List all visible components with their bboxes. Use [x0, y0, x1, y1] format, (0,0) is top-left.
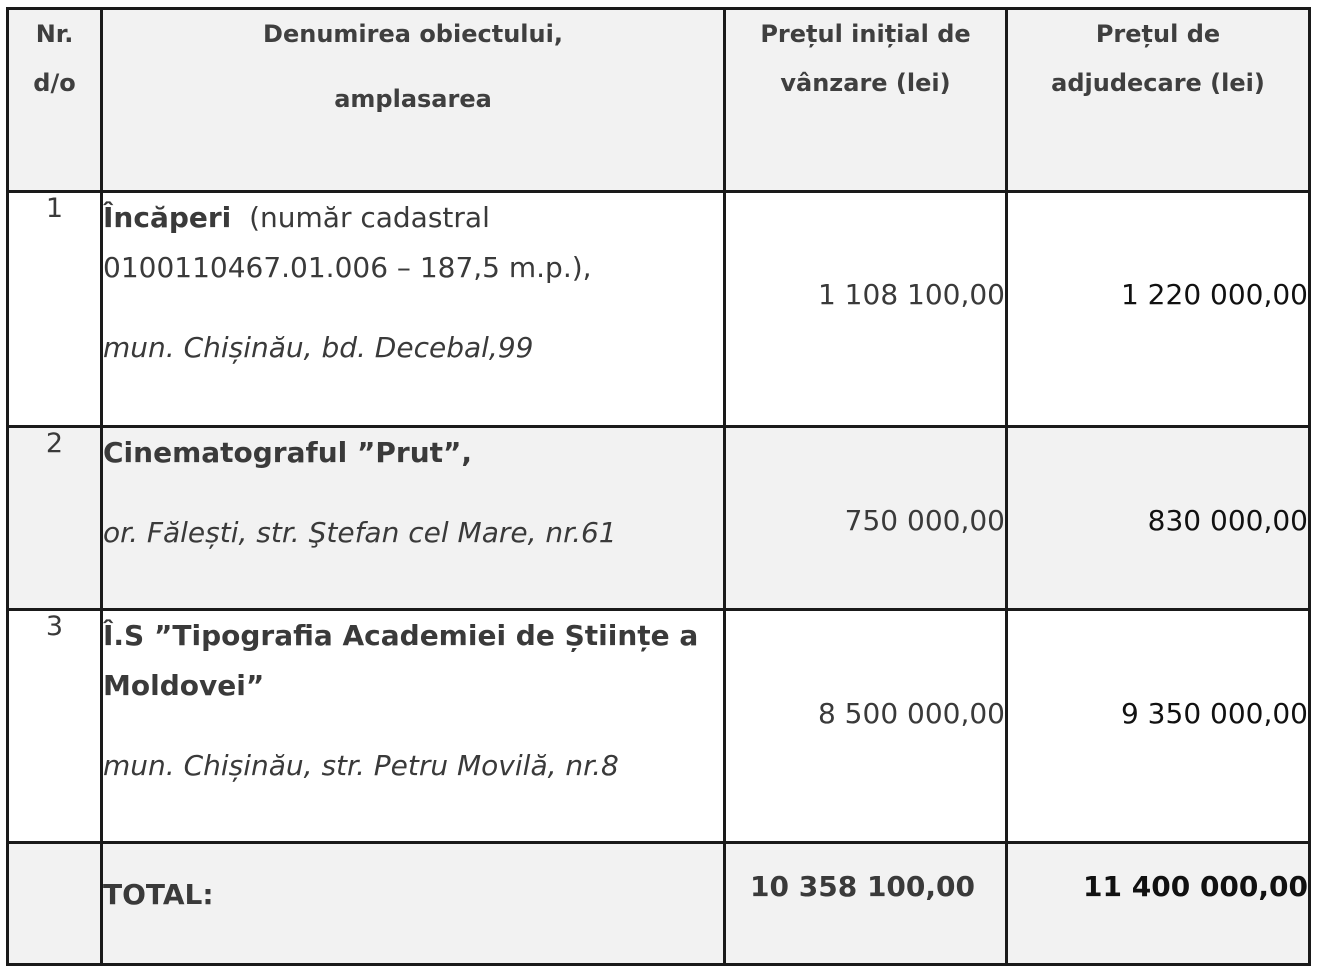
- header-initial-price: [725, 9, 1007, 192]
- row-object-name: [102, 610, 725, 843]
- header-adjudication-price: [1007, 9, 1310, 192]
- header-adjudication-line2: adjudecare (lei): [1051, 69, 1265, 97]
- table-row: [8, 427, 1310, 610]
- row-nr: 3: [8, 610, 102, 843]
- table-row: [8, 192, 1310, 427]
- row-adjudication-price: 1 220 000,00: [1007, 192, 1310, 427]
- row-object-details: (număr cadastral 0100110467.01.006 – 187,5 m.p.),: [103, 201, 592, 284]
- row-adjudication-price: 9 350 000,00: [1007, 610, 1310, 843]
- header-adjudication-line1: Prețul de: [1095, 20, 1221, 48]
- header-nr: [8, 9, 102, 192]
- row-object-title: Încăperi: [103, 201, 232, 234]
- header-name-line1: Denumirea obiectului,: [263, 20, 563, 48]
- total-initial-price: 10 358 100,00: [725, 843, 1007, 965]
- header-nr-line1: Nr.: [35, 20, 74, 48]
- row-initial-price: 750 000,00: [725, 427, 1007, 610]
- row-object-title: Î.S ”Tipografia Academiei de Științe a Moldovei”: [103, 619, 699, 702]
- row-object-title: Cinematograful ”Prut”,: [103, 436, 473, 469]
- total-row: [8, 843, 1310, 965]
- total-nr: [8, 843, 102, 965]
- row-object-address: mun. Chișinău, str. Petru Movilă, nr.8: [103, 749, 619, 782]
- row-nr: 1: [8, 192, 102, 427]
- row-object-address: or. Fălești, str. Ştefan cel Mare, nr.61: [103, 516, 617, 549]
- row-initial-price: 8 500 000,00: [725, 610, 1007, 843]
- row-object-name: [102, 427, 725, 610]
- header-initial-line2: vânzare (lei): [780, 69, 951, 97]
- row-object-name: [102, 192, 725, 427]
- total-adjudication-price: 11 400 000,00: [1007, 843, 1310, 965]
- header-name: [102, 9, 725, 192]
- row-adjudication-price: 830 000,00: [1007, 427, 1310, 610]
- header-name-line2: amplasarea: [334, 85, 492, 113]
- row-nr: 2: [8, 427, 102, 610]
- table-row: [8, 610, 1310, 843]
- header-initial-line1: Prețul inițial de: [760, 20, 971, 48]
- row-initial-price: 1 108 100,00: [725, 192, 1007, 427]
- auction-results-table: [6, 7, 1311, 966]
- row-object-address: mun. Chișinău, bd. Decebal,99: [103, 331, 534, 364]
- total-label: TOTAL:: [102, 843, 725, 965]
- table-header-row: [8, 9, 1310, 192]
- header-nr-line2: d/o: [33, 69, 76, 97]
